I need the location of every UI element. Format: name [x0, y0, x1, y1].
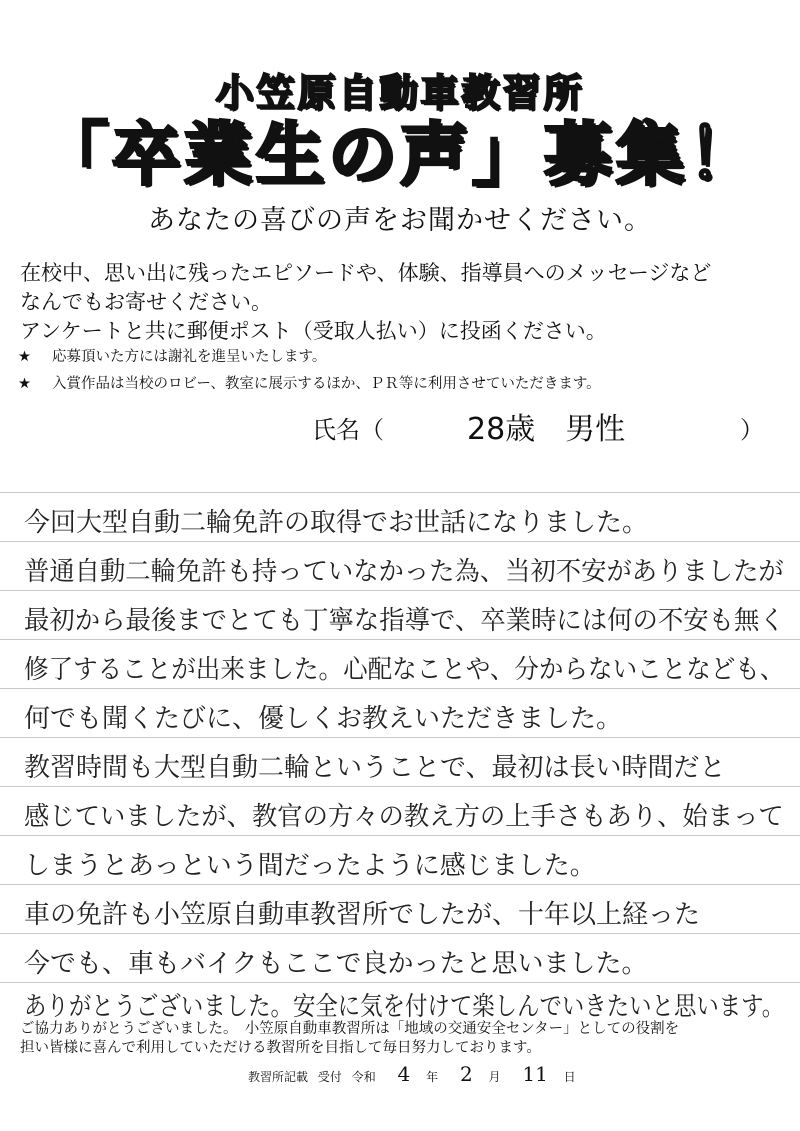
testimonial-area	[0, 470, 800, 1022]
office-label: 教習所記載	[248, 1070, 309, 1084]
day-unit: 日	[563, 1070, 576, 1084]
name-close-paren: ）	[740, 416, 764, 444]
subtitle: あなたの喜びの声をお聞かせください。	[148, 205, 652, 236]
thanks-line: ご協力ありがとうございました。 小笠原自動車教習所は「地域の交通安全センター」としての役割を	[20, 1021, 680, 1037]
month-unit: 月	[488, 1070, 501, 1084]
testimonial-line: 最初から最後までとても丁寧な指導で、卒業時には何の不安も無く	[24, 606, 785, 636]
note-text: 応募頂いた方には謝礼を進呈いたします。	[52, 349, 327, 365]
day-value: 11	[522, 1062, 548, 1086]
testimonial-line: 今でも、車もバイクもここで良かったと思いました。	[24, 949, 648, 979]
testimonial-line: ありがとうございました。安全に気を付けて楽しんでいきたいと思います。	[24, 992, 785, 1022]
office-use-row	[248, 1059, 582, 1089]
name-value: 28歳 男性	[467, 412, 626, 447]
name-label: 氏名（	[312, 416, 384, 444]
testimonial-line: 普通自動二輪免許も持っていなかった為、当初不安がありましたが	[24, 557, 784, 587]
campaign-title: 「卒業生の声」募集！	[39, 116, 760, 195]
testimonial-line: 車の免許も小笠原自動車教習所でしたが、十年以上経った	[24, 900, 701, 930]
intro-line: 在校中、思い出に残ったエピソードや、体験、指導員へのメッセージなど	[20, 261, 712, 285]
school-name: 小笠原自動車教習所	[215, 71, 585, 115]
testimonial-line: 教習時間も大型自動二輪ということで、最初は長い時間だと	[24, 753, 726, 783]
note-item	[18, 344, 788, 371]
month-value: 2	[459, 1062, 473, 1086]
thanks-text	[20, 1020, 790, 1058]
notes-list	[18, 344, 788, 398]
era-label: 令和	[351, 1070, 376, 1084]
star-icon: ★	[18, 349, 31, 365]
thanks-line: 担い皆様に喜んで利用していただける教習所を目指して毎日努力しております。	[20, 1040, 541, 1056]
intro-text	[20, 259, 790, 346]
testimonial-line: 修了することが出来ました。心配なことや、分からないことなども、	[24, 655, 785, 685]
testimonial-line: 今回大型自動二輪免許の取得でお世話になりました。	[24, 508, 649, 538]
note-text: 入賞作品は当校のロビー、教室に展示するほか、ＰＲ等に利用させていただきます。	[52, 376, 601, 392]
received-label: 受付	[317, 1070, 342, 1084]
year-unit: 年	[426, 1070, 439, 1084]
year-value: 4	[397, 1062, 411, 1086]
intro-line: アンケートと共に郵便ポスト（受取人払い）に投函ください。	[20, 319, 607, 343]
testimonial-line: 何でも聞くたびに、優しくお教えいただきました。	[24, 704, 623, 734]
testimonial-line: しまうとあっという間だったように感じました。	[24, 851, 596, 881]
ruled-line	[0, 492, 800, 493]
testimonial-line: 感じていましたが、教官の方々の教え方の上手さもあり、始まって	[24, 802, 784, 832]
name-field	[312, 410, 782, 450]
star-icon: ★	[18, 376, 31, 392]
intro-line: なんでもお寄せください。	[20, 290, 272, 314]
note-item	[18, 371, 788, 398]
